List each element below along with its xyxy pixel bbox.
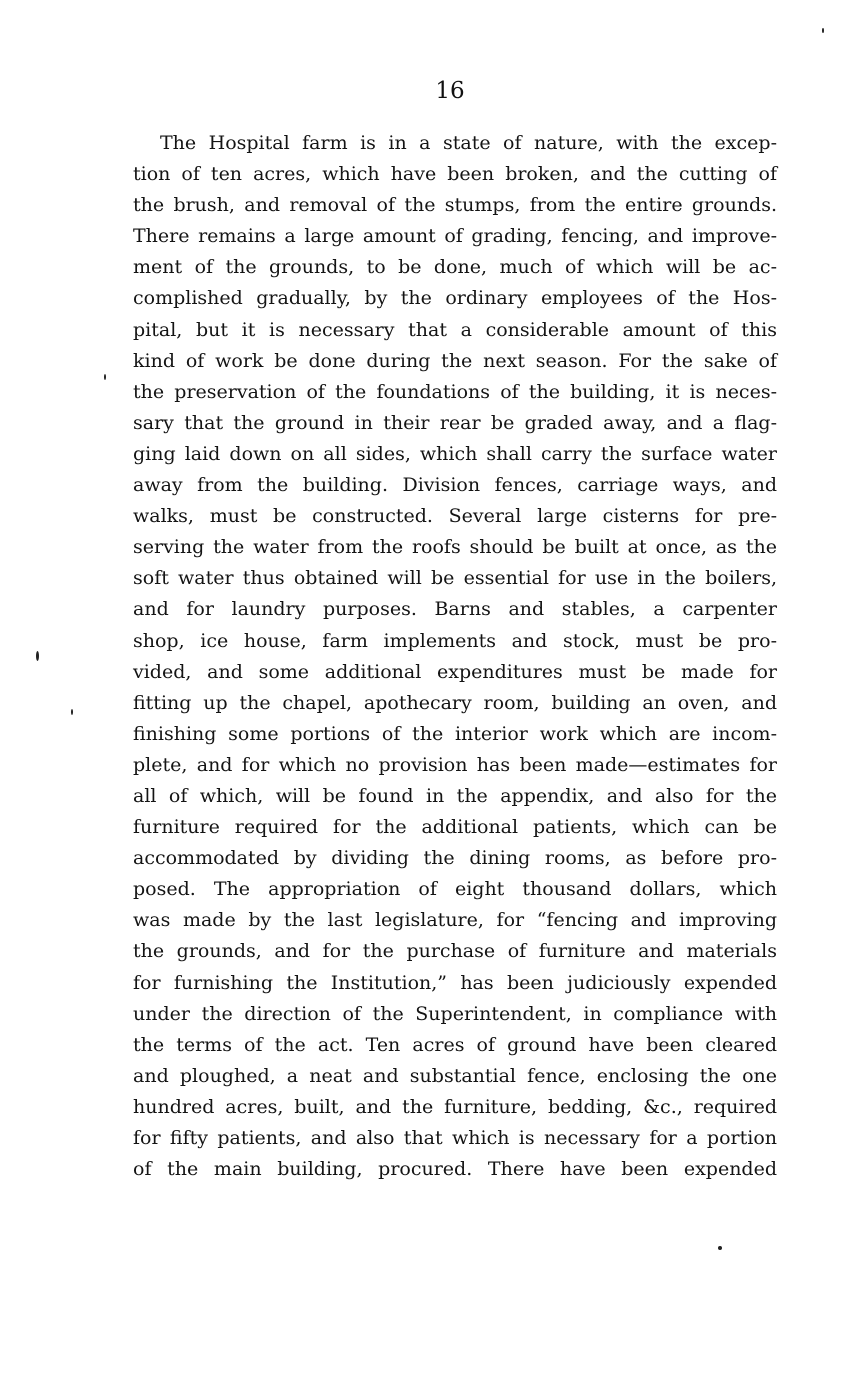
scan-speck	[36, 651, 39, 661]
text-line: serving the water from the roofs should be built at once, as the	[133, 536, 777, 559]
text-line: was made by the last legislature, for “fencing and improving	[133, 909, 777, 932]
text-line: vided, and some additional expenditures must be made for	[133, 660, 777, 683]
text-line: the brush, and removal of the stumps, from the entire grounds.	[133, 194, 777, 217]
text-line: tion of ten acres, which have been broken, and the cutting of	[133, 163, 777, 186]
text-line: plete, and for which no provision has been made—estimates for	[133, 753, 777, 776]
text-line: accommodated by dividing the dining rooms, as before pro-	[133, 847, 777, 870]
body-paragraph	[133, 128, 777, 1185]
text-line: the terms of the act. Ten acres of ground have been cleared	[133, 1033, 777, 1056]
text-line: posed. The appropriation of eight thousand dollars, which	[133, 878, 777, 901]
text-line: The Hospital farm is in a state of nature, with the excep-	[160, 132, 777, 154]
text-line: soft water thus obtained will be essential for use in the boilers,	[133, 567, 777, 590]
scan-speck	[822, 28, 824, 33]
text-line: ment of the grounds, to be done, much of which will be ac-	[133, 256, 777, 279]
text-line: shop, ice house, farm implements and stock, must be pro-	[133, 629, 777, 652]
text-line: and for laundry purposes. Barns and stables, a carpenter	[133, 598, 777, 621]
text-line: furniture required for the additional patients, which can be	[133, 816, 777, 839]
scan-speck	[71, 709, 73, 715]
text-line: the preservation of the foundations of the building, it is neces-	[133, 380, 777, 403]
text-line: walks, must be constructed. Several large cisterns for pre-	[133, 505, 777, 528]
scan-speck	[718, 1246, 722, 1250]
text-line: hundred acres, built, and the furniture, bedding, &c., required	[133, 1095, 777, 1118]
text-line: the grounds, and for the purchase of furniture and materials	[133, 940, 777, 963]
text-line: and ploughed, a neat and substantial fence, enclosing the one	[133, 1064, 777, 1087]
scan-speck	[104, 374, 106, 380]
text-line: kind of work be done during the next season. For the sake of	[133, 349, 777, 372]
text-line: ging laid down on all sides, which shall carry the surface water	[133, 442, 777, 465]
text-line: of the main building, procured. There have been expended	[133, 1158, 777, 1181]
text-line: for furnishing the Institution,” has been judiciously expended	[133, 971, 777, 994]
text-line: There remains a large amount of grading, fencing, and improve-	[133, 225, 777, 248]
text-line: under the direction of the Superintendent, in compliance with	[133, 1002, 777, 1025]
page-number: 16	[435, 78, 465, 104]
text-line: pital, but it is necessary that a considerable amount of this	[133, 318, 777, 341]
text-line: sary that the ground in their rear be graded away, and a flag-	[133, 411, 777, 434]
text-line: away from the building. Division fences, carriage ways, and	[133, 474, 777, 497]
text-line: all of which, will be found in the appendix, and also for the	[133, 784, 777, 807]
text-line: complished gradually, by the ordinary employees of the Hos-	[133, 287, 777, 310]
text-line: for fifty patients, and also that which is necessary for a portion	[133, 1127, 777, 1149]
text-line: finishing some portions of the interior work which are incom-	[133, 722, 777, 745]
text-line: fitting up the chapel, apothecary room, building an oven, and	[133, 691, 777, 714]
